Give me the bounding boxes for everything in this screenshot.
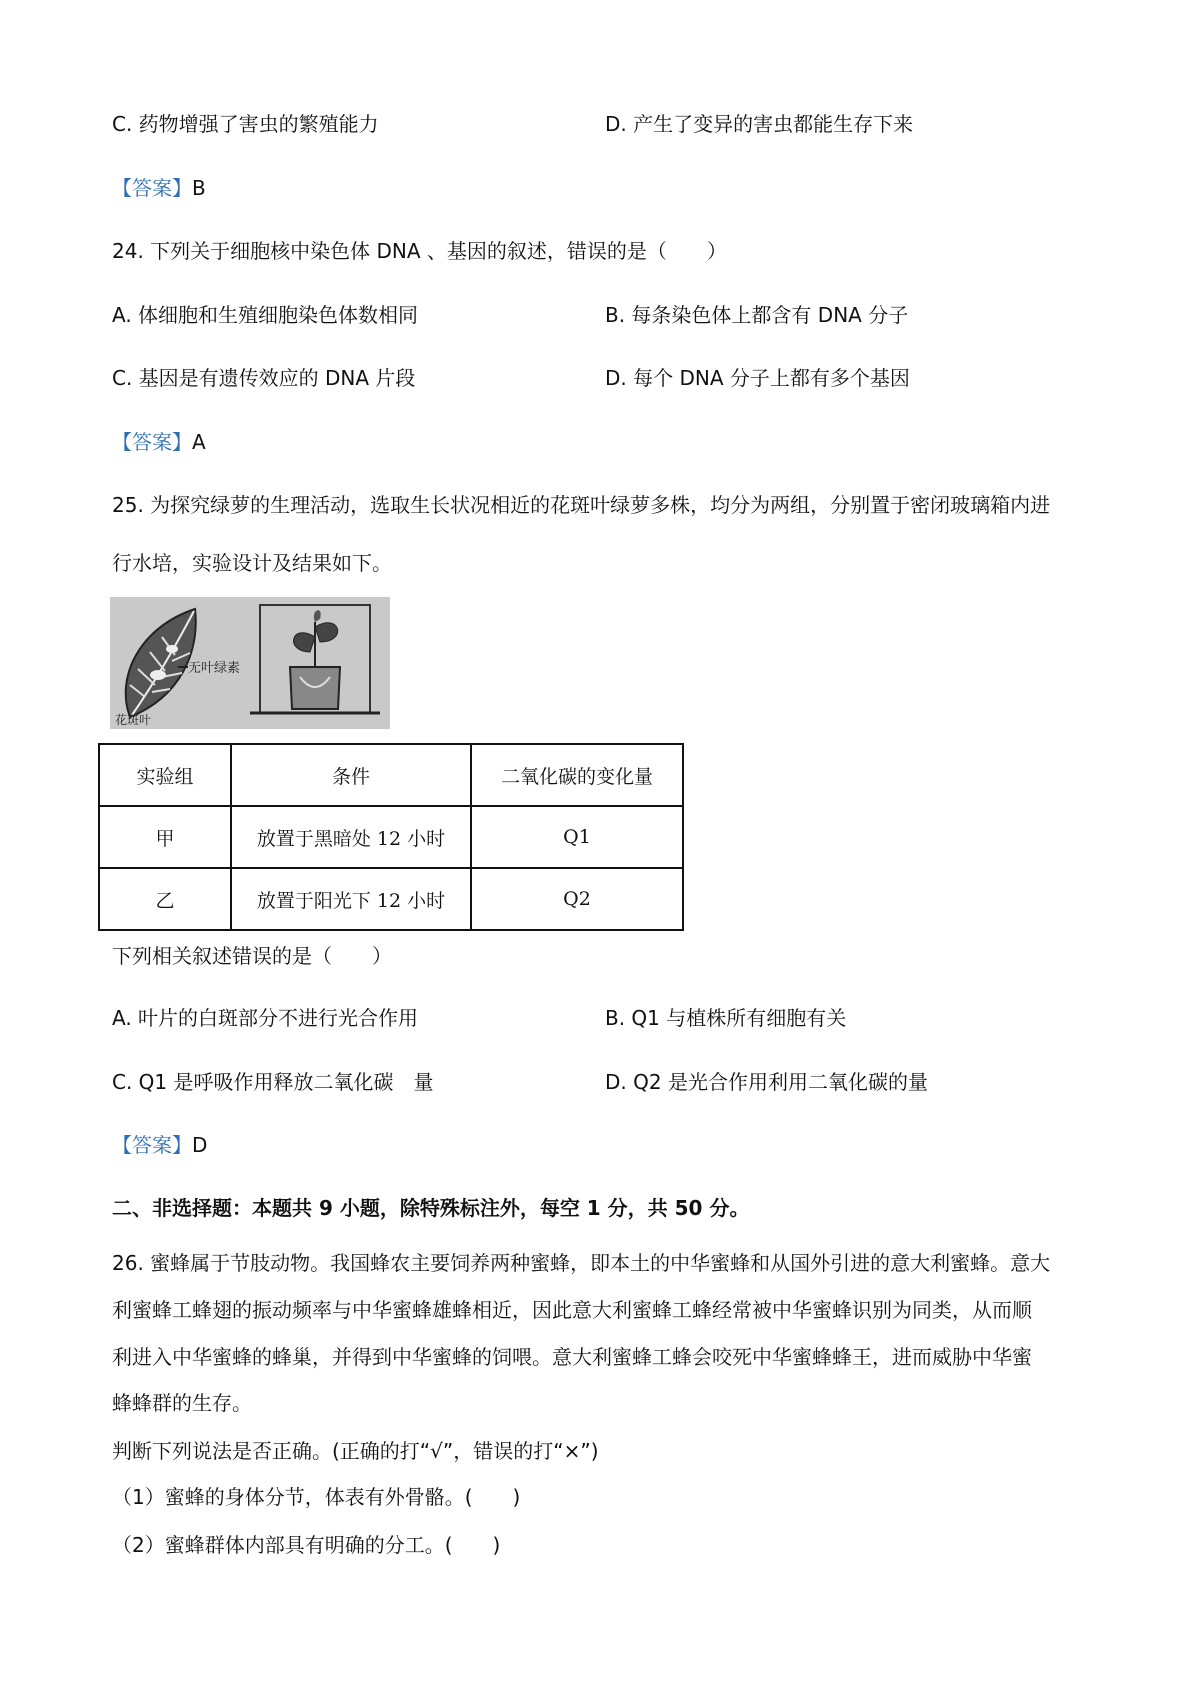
answer-bracket-close: 】 <box>172 1133 192 1157</box>
table-row <box>99 806 683 868</box>
table-cell: 乙 <box>99 868 231 930</box>
answer-tag: 答案 <box>132 176 172 200</box>
table-header: 条件 <box>231 744 471 806</box>
label-no-chlorophyll: 无叶绿素 <box>188 661 241 676</box>
q26-paragraph-line1: 26. 蜜蜂属于节肢动物。我国蜂农主要饲养两种蜜蜂，即本土的中华蜜蜂和从国外引进的意大利蜜蜂。意大 <box>112 1251 1051 1275</box>
table-cell: 甲 <box>99 806 231 868</box>
answer-value: A <box>192 430 206 454</box>
table-header-row <box>99 744 683 806</box>
experiment-figure <box>110 597 390 729</box>
answer-bracket-open: 【 <box>112 1133 132 1157</box>
q24-option-b: B. 每条染色体上都含有 DNA 分子 <box>605 303 909 327</box>
answer-bracket-close: 】 <box>172 430 192 454</box>
answer-value: D <box>192 1133 208 1157</box>
q25-prompt: 下列相关叙述错误的是（ ） <box>112 944 392 968</box>
q25-option-c: C. Q1 是呼吸作用释放二氧化碳 量 <box>112 1070 434 1094</box>
q25-option-d: D. Q2 是光合作用利用二氧化碳的量 <box>605 1070 928 1094</box>
experiment-figure-drawing <box>110 597 390 729</box>
q25-stem-line1: 25. 为探究绿萝的生理活动，选取生长状况相近的花斑叶绿萝多株，均分为两组，分别置于密闭玻璃箱内进 <box>112 493 1051 517</box>
answer-bracket-close: 】 <box>172 176 192 200</box>
answer-value: B <box>192 176 206 200</box>
q26-item-1: （1）蜜蜂的身体分节，体表有外骨骼。( ) <box>112 1485 521 1509</box>
q24-option-d: D. 每个 DNA 分子上都有多个基因 <box>605 366 910 390</box>
q24-option-c: C. 基因是有遗传效应的 DNA 片段 <box>112 366 416 390</box>
q24-stem: 24. 下列关于细胞核中染色体 DNA 、基因的叙述，错误的是（ ） <box>112 239 727 263</box>
answer-tag: 答案 <box>132 1133 172 1157</box>
q26-item-2: （2）蜜蜂群体内部具有明确的分工。( ) <box>112 1533 501 1557</box>
q25-answer <box>112 1131 207 1159</box>
q23-option-d: D. 产生了变异的害虫都能生存下来 <box>605 112 914 136</box>
q24-answer <box>112 428 206 456</box>
q26-paragraph-line2: 利蜜蜂工蜂翅的振动频率与中华蜜蜂雄蜂相近，因此意大利蜜蜂工蜂经常被中华蜜蜂识别为同类，从而顺 <box>112 1298 1032 1322</box>
table-header: 二氧化碳的变化量 <box>471 744 683 806</box>
table-cell: 放置于黑暗处 12 小时 <box>231 806 471 868</box>
answer-bracket-open: 【 <box>112 176 132 200</box>
answer-bracket-open: 【 <box>112 430 132 454</box>
table-cell: Q2 <box>471 868 683 930</box>
section-heading: 二、非选择题：本题共 9 小题，除特殊标注外，每空 1 分，共 50 分。 <box>112 1196 750 1220</box>
table-cell: Q1 <box>471 806 683 868</box>
q25-stem-line2: 行水培，实验设计及结果如下。 <box>112 551 392 575</box>
label-spotted-leaf: 花斑叶 <box>115 713 152 727</box>
q23-answer <box>112 174 206 202</box>
q26-paragraph-line3: 利进入中华蜜蜂的蜂巢，并得到中华蜜蜂的饲喂。意大利蜜蜂工蜂会咬死中华蜜蜂蜂王，进而威胁中华蜜 <box>112 1345 1032 1369</box>
q25-option-a: A. 叶片的白斑部分不进行光合作用 <box>112 1006 419 1030</box>
q23-option-c: C. 药物增强了害虫的繁殖能力 <box>112 112 379 136</box>
table-cell: 放置于阳光下 12 小时 <box>231 868 471 930</box>
answer-tag: 答案 <box>132 430 172 454</box>
q26-paragraph-line4: 蜂蜂群的生存。 <box>112 1391 252 1415</box>
experiment-table <box>98 743 684 931</box>
q25-option-b: B. Q1 与植株所有细胞有关 <box>605 1006 847 1030</box>
q24-option-a: A. 体细胞和生殖细胞染色体数相同 <box>112 303 419 327</box>
q26-instruction: 判断下列说法是否正确。(正确的打“√”，错误的打“×”) <box>112 1439 599 1463</box>
table-row <box>99 868 683 930</box>
table-header: 实验组 <box>99 744 231 806</box>
